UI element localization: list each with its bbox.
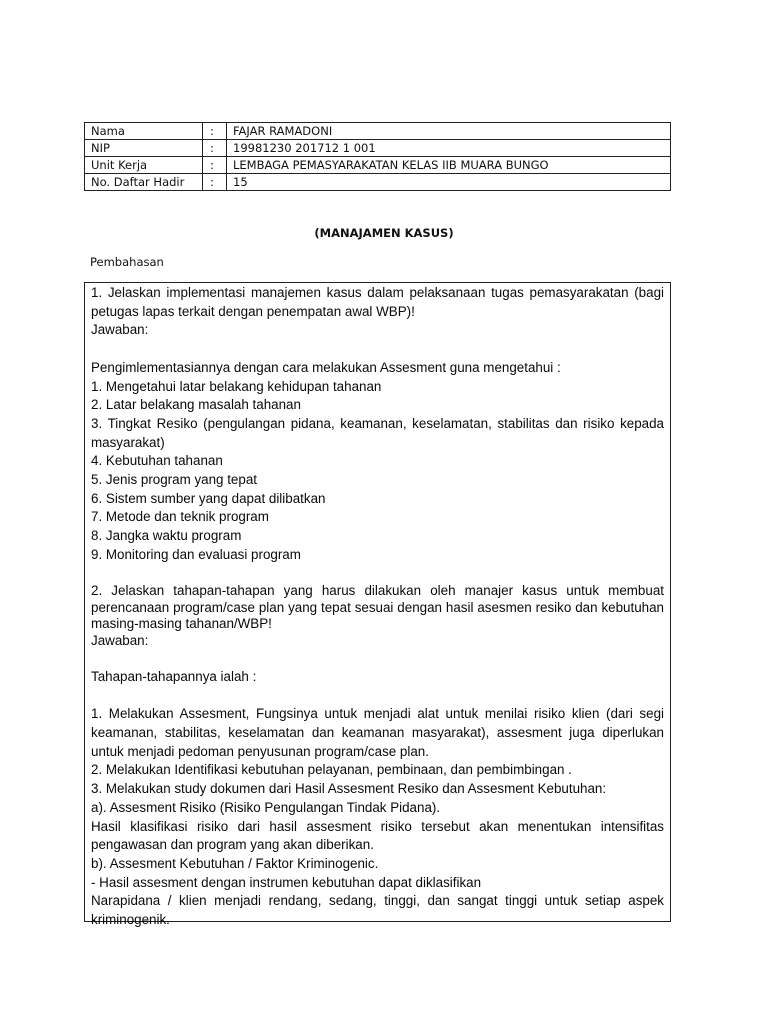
table-row bbox=[85, 123, 671, 140]
list-item: 8. Jangka waktu program bbox=[91, 528, 242, 544]
list-item: 3. Tingkat Resiko (pengulangan pidana, keamanan, keselamatan, stabilitas dan risiko kepada masyarakat) bbox=[91, 415, 664, 450]
field-value: 19981230 201712 1 001 bbox=[227, 140, 671, 157]
field-value: 15 bbox=[227, 174, 671, 191]
answer-paragraph: Hasil klasifikasi risiko dari hasil assesment risiko tersebut akan menentukan intensifitas pengawasan dan program yang akan diberikan. bbox=[91, 818, 664, 853]
answer-paragraph: a). Assesment Risiko (Risiko Pengulangan Tindak Pidana). bbox=[91, 799, 441, 815]
answer-paragraph: Narapidana / klien menjadi rendang, sedang, tinggi, dan sangat tinggi untuk setiap aspek kriminogenik. bbox=[91, 893, 664, 928]
table-row bbox=[85, 140, 671, 157]
list-item: 9. Monitoring dan evaluasi program bbox=[91, 546, 301, 562]
answer-paragraph: 3. Melakukan study dokumen dari Hasil Assesment Resiko dan Assesment Kebutuhan: bbox=[91, 781, 607, 797]
answer-box bbox=[84, 282, 671, 928]
field-label: NIP bbox=[85, 140, 203, 157]
answer-paragraph: b). Assesment Kebutuhan / Faktor Kriminogenic. bbox=[91, 855, 379, 871]
field-separator: : bbox=[203, 140, 227, 157]
field-separator: : bbox=[203, 123, 227, 140]
list-item: 6. Sistem sumber yang dapat dilibatkan bbox=[91, 490, 326, 506]
table-row bbox=[85, 157, 671, 174]
field-label: No. Daftar Hadir bbox=[85, 174, 203, 191]
answer-paragraph: 1. Melakukan Assesment, Fungsinya untuk menjadi alat untuk menilai risiko klien (dari segi keamanan, stabilitas, keselamatan dan keamanan masyarakat), assesment juga diperlukan untuk menjadi pedoman penyusunan program/case plan. bbox=[91, 706, 664, 759]
field-label: Nama bbox=[85, 123, 203, 140]
field-label: Unit Kerja bbox=[85, 157, 203, 174]
spacer bbox=[91, 687, 664, 706]
answer-label: Jawaban: bbox=[91, 322, 149, 338]
question-2: 2. Jelaskan tahapan-tahapan yang harus dilakukan oleh manajer kasus untuk membuat perencanaan program/case plan yang tepat sesuai dengan hasil asesmen resiko dan kebutuhan masing-masing tahanan/WBP! bbox=[91, 583, 664, 632]
field-separator: : bbox=[203, 157, 227, 174]
section-label: Pembahasan bbox=[90, 255, 164, 269]
answer-paragraph: - Hasil assesment dengan instrumen kebutuhan dapat diklasifikan bbox=[91, 874, 482, 890]
spacer bbox=[91, 565, 664, 584]
list-item: 5. Jenis program yang tepat bbox=[91, 472, 257, 488]
spacer bbox=[91, 649, 664, 668]
field-value: LEMBAGA PEMASYARAKATAN KELAS IIB MUARA BUNGO bbox=[227, 157, 671, 174]
answer-intro: Tahapan-tahapannya ialah : bbox=[91, 668, 257, 684]
question-1: 1. Jelaskan implementasi manajemen kasus dalam pelaksanaan tugas pemasyarakatan (bagi petugas lapas terkait dengan penempatan awal WBP)! bbox=[91, 285, 664, 319]
list-item: 4. Kebutuhan tahanan bbox=[91, 453, 223, 469]
answer-paragraph: 2. Melakukan Identifikasi kebutuhan pelayanan, pembinaan, dan pembimbingan . bbox=[91, 762, 572, 778]
field-value: FAJAR RAMADONI bbox=[227, 123, 671, 140]
list-item: 1. Mengetahui latar belakang kehidupan tahanan bbox=[91, 378, 382, 394]
document-title: (MANAJAMEN KASUS) bbox=[314, 226, 454, 240]
answer-intro: Pengimlementasiannya dengan cara melakukan Assesment guna mengetahui : bbox=[91, 359, 561, 375]
table-row bbox=[85, 174, 671, 191]
field-separator: : bbox=[203, 174, 227, 191]
list-item: 2. Latar belakang masalah tahanan bbox=[91, 397, 301, 413]
identity-table bbox=[84, 122, 671, 191]
answer-label: Jawaban: bbox=[91, 632, 149, 648]
list-item: 7. Metode dan teknik program bbox=[91, 509, 269, 525]
spacer bbox=[91, 340, 664, 359]
